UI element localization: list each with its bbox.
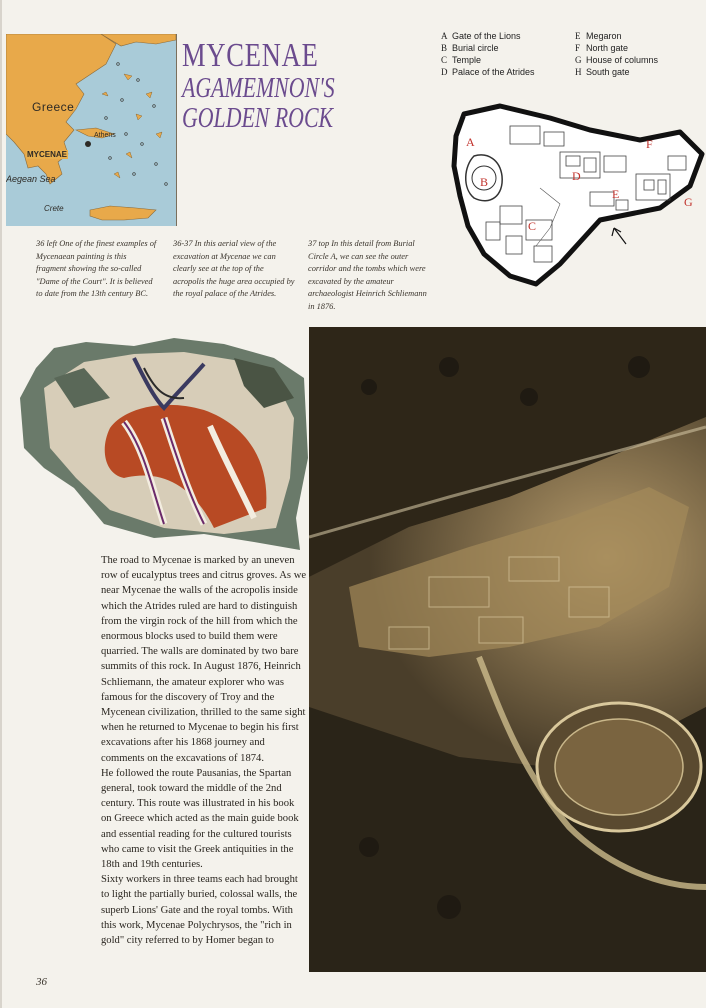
plan-label-b: B: [480, 175, 489, 189]
legend-label: South gate: [586, 67, 630, 77]
legend-letter: A: [441, 31, 448, 41]
plan-label-d: D: [572, 169, 581, 183]
legend-letter: B: [441, 43, 448, 53]
plan-legend-right: [575, 30, 658, 78]
map-label-athens: Athens: [94, 132, 116, 139]
legend-label: House of columns: [586, 55, 659, 65]
legend-item: [441, 54, 535, 66]
greece-map: [6, 34, 176, 226]
title-main: MYCENAE: [182, 37, 319, 74]
body-text: [101, 553, 307, 948]
legend-label: Burial circle: [452, 43, 499, 53]
plan-label-g: G: [684, 195, 693, 209]
plan-label-e: E: [612, 187, 620, 201]
legend-letter: F: [575, 43, 581, 53]
legend-item: [441, 66, 535, 78]
page-number: 36: [36, 976, 47, 988]
fresco-image: [14, 338, 308, 552]
acropolis-site-plan: [440, 96, 706, 296]
map-label-crete: Crete: [44, 204, 64, 213]
map-divider: [176, 34, 177, 226]
legend-label: Gate of the Lions: [452, 31, 521, 41]
legend-item: [441, 30, 535, 42]
aerial-photo: [309, 327, 706, 972]
legend-label: Palace of the Atrides: [452, 67, 535, 77]
body-paragraph-3: Sixty workers in three teams each had brought to light the partially buried, colossal walls, the superb Lions' Gate and the royal tombs. With this work, Mycenae Polychrysos, the "rich in gold" city referred to by Homer began to: [101, 874, 298, 947]
caption-left: 36 left One of the finest examples of Mycenaean painting is this fragment showing the so-called "Dame of the Court". It is believed to date from the 13th century BC.: [36, 239, 157, 298]
map-label-aegean-sea: Aegean Sea: [6, 174, 56, 184]
body-paragraph-2: He followed the route Pausanias, the Spartan general, took toward the middle of the 2nd century. This route was illustrated in his book on Greece which acted as the main guide book and essential reading for the cultured tourists who came to visit the Greek antiquities in the 18th and 19th centuries.: [101, 767, 299, 871]
map-graphic: [6, 34, 176, 226]
legend-label: Megaron: [586, 31, 622, 41]
map-label-greece: Greece: [32, 100, 75, 114]
caption-right: 37 top In this detail from Burial Circle A, we can see the outer corridor and the tombs which were excavated by the amateur archaeologist Heinrich Schliemann in 1876.: [308, 239, 427, 311]
legend-letter: G: [575, 55, 582, 65]
chapter-title: [182, 38, 422, 134]
title-subtitle-line2: GOLDEN ROCK: [182, 103, 334, 134]
legend-item: [575, 30, 658, 42]
map-label-mycenae: MYCENAE: [27, 150, 68, 159]
body-paragraph-1: The road to Mycenae is marked by an uneven row of eucalyptus trees and citrus groves. As we near Mycenae the walls of the acropolis inside which the Atrides ruled are hard to distinguish from the virgin rock of the hill from which the enormous blocks used to build them were quarried. The walls are dominated by two bare summits of this rock. In August 1876, Heinrich Schliemann, the amateur explorer who was famous for the discovery of Troy and the Mycenean civilization, thrilled to the same sight when he returned to Mycenae to begin his first excavations after his 1868 journey and comments on the excavations of 1874.: [101, 555, 307, 764]
plan-label-c: C: [528, 219, 537, 233]
legend-item: [575, 42, 658, 54]
legend-item: [441, 42, 535, 54]
legend-item: [575, 54, 658, 66]
legend-letter: C: [441, 55, 448, 65]
page-edge: [0, 0, 2, 1008]
plan-legend-left: [441, 30, 535, 78]
legend-letter: H: [575, 67, 582, 77]
legend-item: [575, 66, 658, 78]
caption-middle: 36-37 In this aerial view of the excavation at Mycenae we can clearly see at the top of the acropolis the huge area occupied by the royal palace of the Atrides.: [173, 239, 295, 298]
legend-label: Temple: [452, 55, 482, 65]
title-subtitle-line1: AGAMEMNON'S: [182, 73, 335, 104]
plan-label-a: A: [466, 135, 475, 149]
legend-label: North gate: [586, 43, 629, 53]
legend-letter: E: [575, 31, 581, 41]
plan-label-f: F: [646, 137, 653, 151]
legend-letter: D: [441, 67, 448, 77]
